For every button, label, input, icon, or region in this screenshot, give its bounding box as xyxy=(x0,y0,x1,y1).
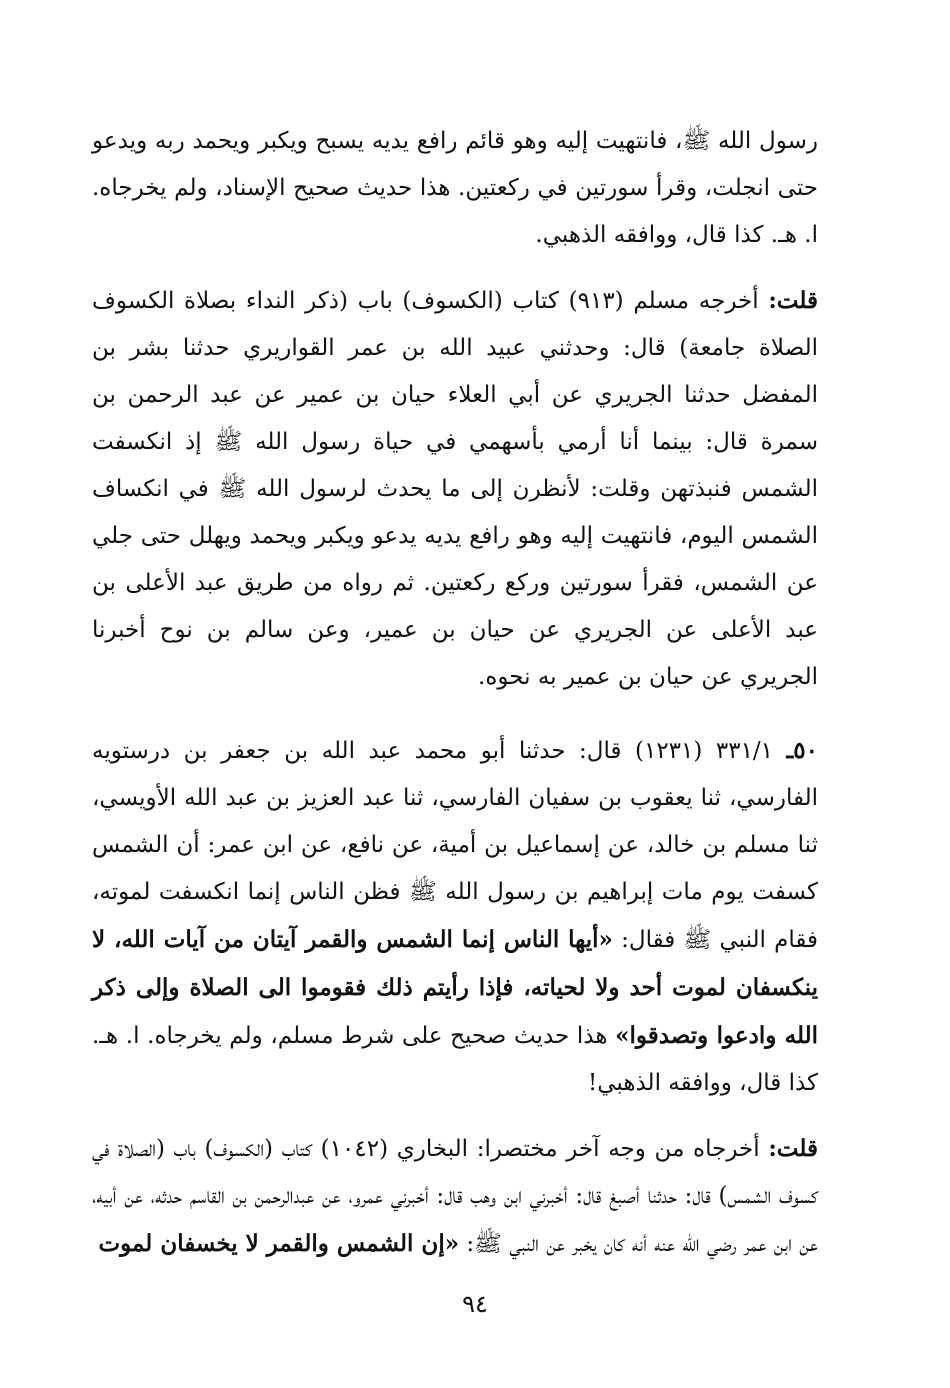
paragraph-2-lead: قلت: xyxy=(768,287,818,314)
paragraph-3 xyxy=(92,727,818,1107)
paragraph-3-text: ٣٣١/١ (١٢٣١) قال: حدثنا أبو محمد عبد الله بن جعفر بن درستويه الفارسي، ثنا يعقوب بن سفيان الفارسي، ثنا عبد العزيز بن عبد الله الأويسي، ثنا مسلم بن خالد، عن إسماعيل بن أمية، عن نافع، عن ابن عمر: أن الشمس كسفت يوم مات إبراهيم بن رسول الله ﷺ فظن الناس إنما انكسفت لموته، فقام النبي ﷺ فقال: xyxy=(92,738,818,953)
paragraph-gap xyxy=(92,259,818,277)
hadith-number: ٥٠ـ xyxy=(786,737,819,764)
paragraph-4-quote: «إن الشمس والقمر لا يخسفان لموت xyxy=(98,1230,460,1257)
paragraph-2-text: أخرجه مسلم (٩١٣) كتاب (الكسوف) باب (ذكر النداء بصلاة الكسوف الصلاة جامعة) قال: وحدثني عبيد الله بن عمر القواريري حدثنا بشر بن المفضل حدثنا الجريري عن أبي العلاء حيان بن عمير عن عبد الرحمن بن سمرة قال: بينما أنا أرمي بأسهمي في حياة رسول الله ﷺ إذ انكسفت الشمس فنبذتهن وقلت: لأنظرن إلى ما يحدث لرسول الله ﷺ في انكساف الشمس اليوم، فانتهيت إليه وهو رافع يديه يدعو ويكبر ويحمد ويهلل حتى جلي عن الشمس، فقرأ سورتين وركع ركعتين. ثم رواه من طريق عبد الأعلى بن عبد الأعلى عن الجريري عن حيان بن عمير، وعن سالم بن نوح أخبرنا الجريري عن حيان بن عمير به نحوه. xyxy=(92,288,818,690)
paragraph-1 xyxy=(92,118,818,259)
paragraph-4 xyxy=(92,1125,818,1268)
page-body xyxy=(92,118,818,1268)
paragraph-4-lead: قلت: xyxy=(768,1135,818,1162)
paragraph-1-text: رسول الله ﷺ، فانتهيت إليه وهو قائم رافع يديه يسبح ويكبر ويحمد ربه ويدعو حتى انجلت، وقرأ سورتين في ركعتين. هذا حديث صحيح الإسناد، ولم يخرجاه. ا. هـ. كذا قال، ووافقه الذهبي. xyxy=(92,128,818,248)
paragraph-2 xyxy=(92,277,818,701)
paragraph-gap xyxy=(92,701,818,727)
paragraph-3-quote: «أيها الناس إنما الشمس والقمر آيتان من آيات الله، لا ينكسفان لموت أحد ولا لحياته، فإذا رأيتم ذلك فقوموا الى الصلاة وإلى ذكر الله وادعوا وتصدقوا» xyxy=(92,926,818,1049)
paragraph-gap xyxy=(92,1107,818,1125)
paragraph-4-text: أخرجاه من وجه آخر مختصرا: البخاري (١٠٤٢) كتاب (الكسوف) باب (الصلاة في كسوف الشمس) قال: حدثنا أصبغ قال: أخبرني ابن وهب قال: أخبرني عمرو، عن عبدالرحمن بن القاسم حدثه، عن أبيه، عن ابن عمر رضي الله عنه أنه كان يخبر عن النبي ﷺ: xyxy=(92,1136,818,1257)
paragraph-3-text-end: هذا حديث صحيح على شرط مسلم، ولم يخرجاه. ا. هـ. كذا قال، ووافقه الذهبي! xyxy=(92,1023,818,1096)
page-number: ٩٤ xyxy=(462,1290,488,1318)
